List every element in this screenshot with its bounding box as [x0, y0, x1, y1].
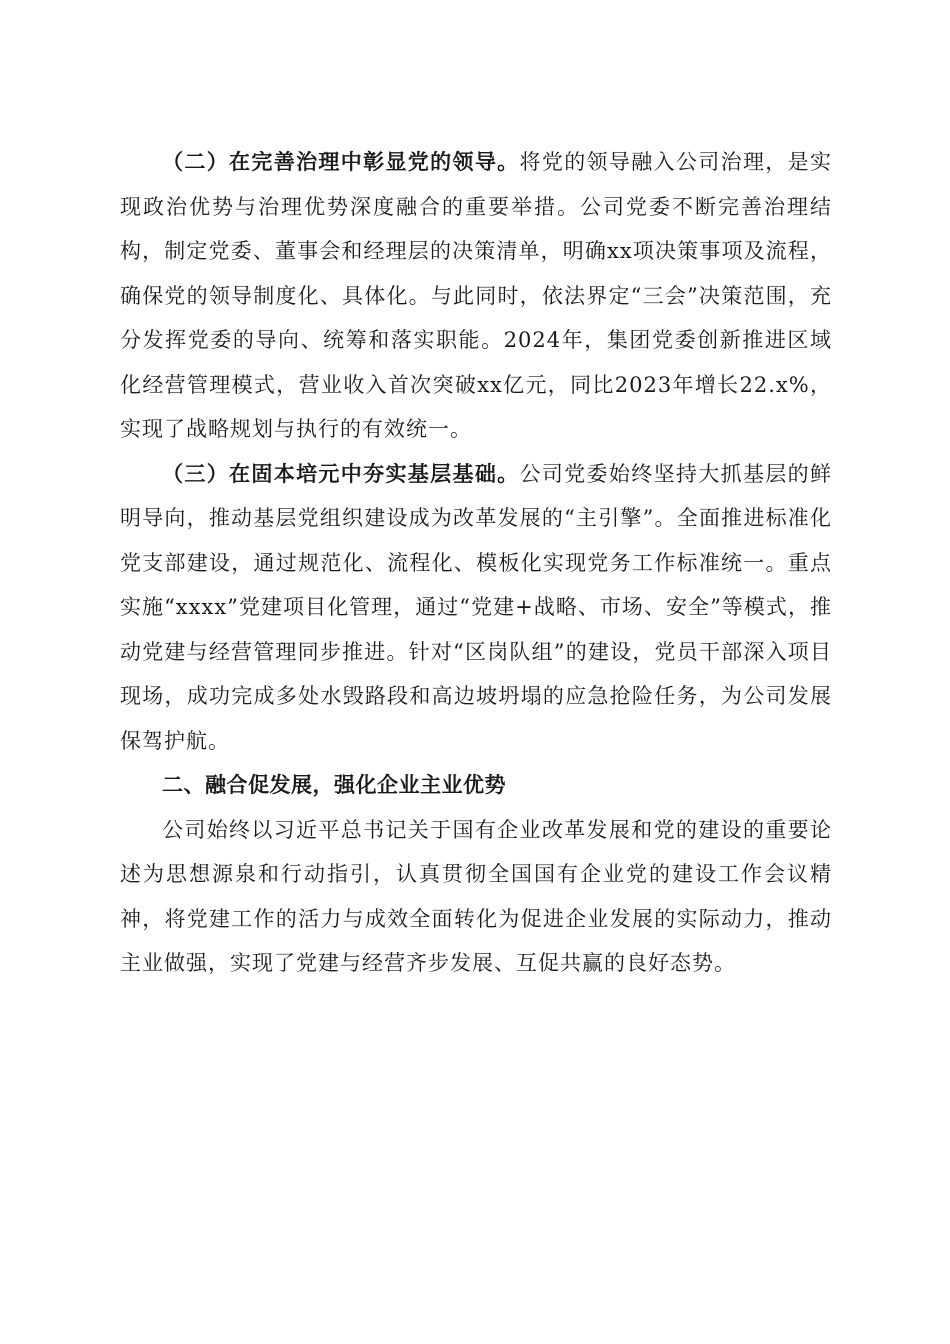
subheading-grassroots: （三）在固本培元中夯实基层基础。 — [162, 460, 520, 486]
paragraph-grassroots-text: 公司党委始终坚持大抓基层的鲜明导向，推动基层党组织建设成为改革发展的“主引擎”。全面推进标准化党支部建设，通过规范化、流程化、模板化实现党务工作标准统一。重点实施“xxxx”党建项目化管理，通过“党建+战略、市场、安全”等模式，推动党建与经营管理同步推进。针对“区岗队组”的建设，党员干部深入项目现场，成功完成多处水毁路段和高边坡坍塌的应急抢险任务，为公司发展保驾护航。 — [120, 461, 832, 753]
subheading-governance: （二）在完善治理中彰显党的领导。 — [162, 149, 520, 174]
paragraph-grassroots — [120, 452, 832, 764]
document-body — [120, 140, 832, 986]
paragraph-integration — [120, 808, 832, 986]
section-heading-integration: 二、融合促发展，强化企业主业优势 — [162, 773, 506, 797]
paragraph-governance-text: 将党的领导融入公司治理，是实现政治优势与治理优势深度融合的重要举措。公司党委不断完善治理结构，制定党委、董事会和经理层的决策清单，明确xx项决策事项及流程，确保党的领导制度化、具体化。与此同时，依法界定“三会”决策范围，充分发挥党委的导向、统筹和落实职能。2024年，集团党委创新推进区域化经营管理模式，营业收入首次突破xx亿元，同比2023年增长22.x%，实现了战略规划与执行的有效统一。 — [120, 150, 832, 441]
paragraph-integration-text: 公司始终以习近平总书记关于国有企业改革发展和党的建设的重要论述为思想源泉和行动指引，认真贯彻全国国有企业党的建设工作会议精神，将党建工作的活力与成效全面转化为促进企业发展的实际动力，推动主业做强，实现了党建与经营齐步发展、互促共赢的良好态势。 — [120, 817, 832, 975]
paragraph-governance — [120, 140, 832, 452]
